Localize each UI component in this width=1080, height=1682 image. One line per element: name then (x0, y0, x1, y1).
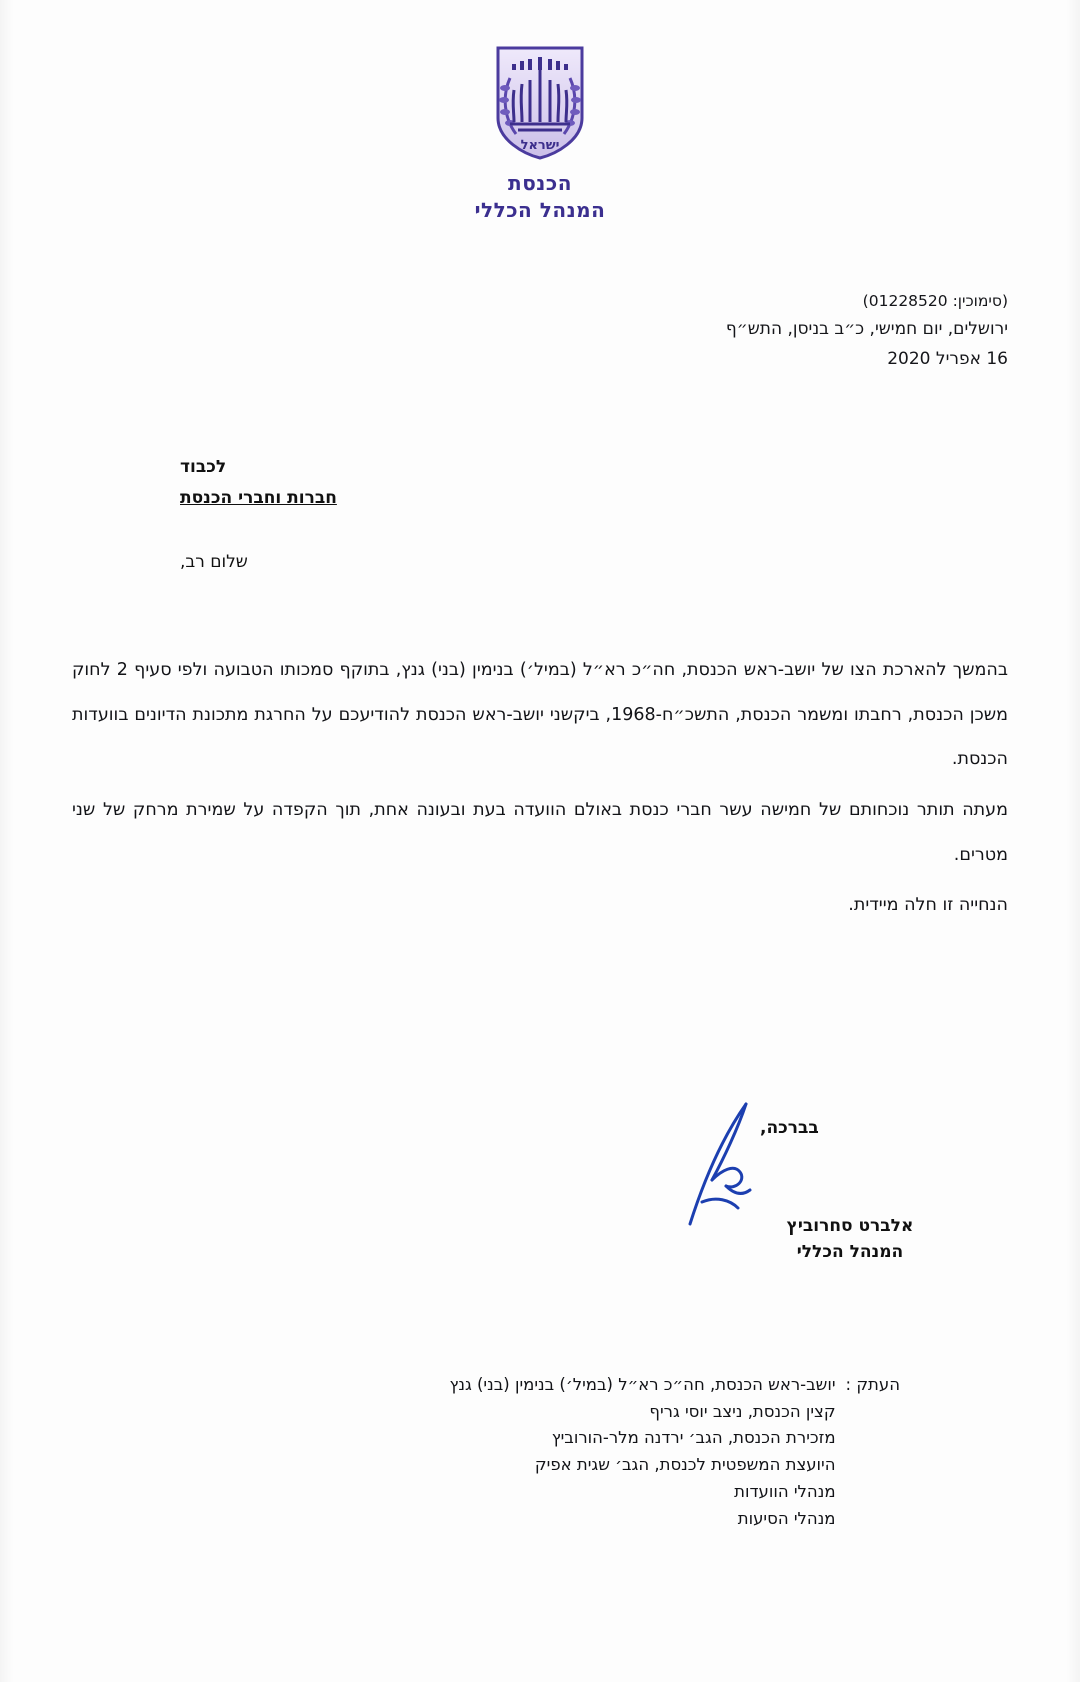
letterhead (0, 44, 1080, 224)
addressee-honorific: לכבוד (180, 457, 227, 477)
place-hebrew-date: ירושלים, יום חמישי, כ״ב בניסן, התש״ף (725, 319, 1008, 340)
body-paragraph-2: מעתה תותר נוכחותם של חמישה עשר חברי כנסת באולם הוועדה בעת ובעונה אחת, תוך הקפדה על שמירת מרחק של שני מטרים. (72, 799, 1008, 865)
state-emblem-icon (492, 44, 588, 162)
signer-name: אלברט סחרוביץ (786, 1216, 914, 1236)
cc-item: מנהלי הסיעות (737, 1508, 836, 1528)
cc-item: היועצת המשפטית לכנסת, הגב׳ שגית אפיק (534, 1455, 836, 1475)
cc-label: העתק : (845, 1375, 900, 1394)
signer-title: המנהל הכללי (796, 1241, 904, 1262)
cc-block (0, 1372, 1080, 1532)
cc-item: מזכירת הכנסת, הגב׳ ירדנה מלר-הורוביץ (551, 1428, 836, 1448)
cc-items (449, 1372, 835, 1532)
signature-regards: בברכה, (760, 1118, 819, 1138)
organization-name: הכנסת (508, 171, 572, 195)
addressee-recipients: חברות וחברי הכנסת (180, 488, 337, 509)
salutation: שלום רב, (180, 552, 248, 572)
gregorian-date: 16 אפריל 2020 (887, 348, 1008, 369)
body-paragraph-1: בהמשך להארכת הצו של יושב-ראש הכנסת, חה״כ רא״ל (במיל׳) בנימין (בני) גנץ, בתוקף סמכותו הטבועה ולפי סעיף 2 לחוק משכן הכנסת, רחבתו ומשמר הכנסת, התשכ״ח-1968, ביקשני יושב-ראש הכנסת להודיעכם על החרגת מתכונת הדיונים בוועדות הכנסת. (72, 660, 1009, 770)
cc-item: קצין הכנסת, ניצב יוסי גריף (649, 1401, 836, 1421)
cc-row (0, 1372, 1080, 1532)
document-meta (726, 288, 1008, 375)
cc-item: יושב-ראש הכנסת, חה״כ רא״ל (במיל׳) בנימין (בני) גנץ (449, 1375, 836, 1394)
handwritten-signature-icon (660, 1084, 820, 1234)
addressee-block (0, 452, 1080, 515)
cc-item: מנהלי הוועדות (734, 1481, 836, 1501)
svg-text:ישראל: ישראל (520, 138, 560, 153)
body-paragraph-3: הנחייה זו חלה מיידית. (848, 895, 1008, 916)
signer-block (740, 1214, 960, 1265)
organization-subtitle: המנהל הכללי (474, 198, 606, 222)
reference-number: (סימוכין: 01228520) (862, 292, 1008, 310)
letter-body (72, 648, 1008, 934)
